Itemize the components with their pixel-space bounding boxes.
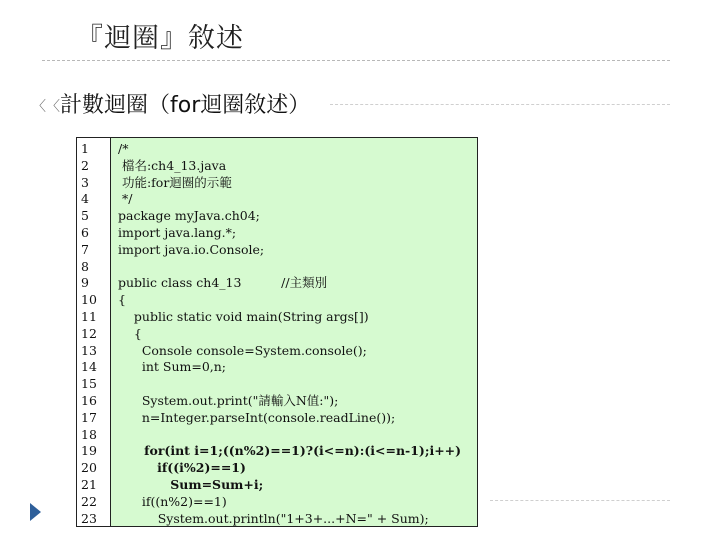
line-number: 7 [81, 241, 89, 257]
code-line: int Sum=0,n; [118, 359, 227, 375]
line-number: 12 [81, 325, 97, 341]
line-number: 19 [81, 443, 97, 459]
code-line: Sum=Sum+i; [118, 476, 264, 492]
title-divider [42, 60, 670, 61]
code-line: System.out.println("1+3+...+N=" + Sum); [118, 510, 429, 526]
subheading-divider [330, 104, 670, 105]
line-number: 21 [81, 476, 97, 492]
line-number: 11 [81, 308, 97, 324]
line-number: 22 [81, 493, 97, 509]
code-line: for(int i=1;((n%2)==1)?(i<=n):(i<=n-1);i++) [118, 443, 462, 459]
line-number: 9 [81, 275, 89, 291]
code-line: public class ch4_13 //主類別 [118, 275, 328, 291]
code-line [118, 259, 461, 276]
line-number: 14 [81, 359, 97, 375]
line-number: 6 [81, 224, 89, 240]
line-number: 13 [81, 342, 97, 358]
footer-divider [490, 500, 670, 501]
code-line: if((n%2)==1) [118, 493, 227, 509]
line-number: 16 [81, 392, 97, 408]
code-line: 功能:for迴圈的示範 [118, 174, 232, 190]
code-listing [76, 137, 478, 527]
bullet-chevron-icon: 〈〈 [32, 99, 60, 115]
code-line: 檔名:ch4_13.java [118, 157, 227, 173]
code-line [118, 376, 461, 393]
line-number: 18 [81, 426, 97, 442]
code-line [118, 427, 461, 444]
code-line: { [118, 325, 142, 341]
next-slide-arrow-icon[interactable] [30, 503, 41, 521]
code-line: /* [118, 141, 129, 156]
line-number: 10 [81, 292, 97, 308]
line-number: 8 [81, 258, 89, 274]
line-number: 17 [81, 409, 97, 425]
code-line: n=Integer.parseInt(console.readLine()); [118, 409, 396, 425]
line-number: 20 [81, 460, 97, 476]
line-number: 15 [81, 376, 97, 392]
code-line: public static void main(String args[]) [118, 308, 369, 324]
code-line: System.out.print("請輸入N值:"); [118, 392, 339, 408]
code-line: */ [118, 191, 133, 207]
line-number: 1 [81, 141, 89, 156]
code-line: if((i%2)==1) [118, 460, 246, 476]
code-line: import java.io.Console; [118, 241, 265, 257]
code-line: { [118, 292, 126, 308]
line-number: 23 [81, 510, 97, 526]
line-number: 4 [81, 191, 89, 207]
code-line: package myJava.ch04; [118, 208, 260, 224]
code-text [118, 141, 461, 527]
line-number: 5 [81, 208, 89, 224]
code-line: Console console=System.console(); [118, 342, 367, 358]
slide-title: 『迴圈』敘述 [76, 23, 244, 54]
line-number: 2 [81, 157, 89, 173]
subheading: 計數迴圈（for迴圈敘述） [60, 93, 311, 118]
line-numbers [81, 141, 97, 527]
line-number: 3 [81, 174, 89, 190]
code-line: import java.lang.*; [118, 224, 237, 240]
